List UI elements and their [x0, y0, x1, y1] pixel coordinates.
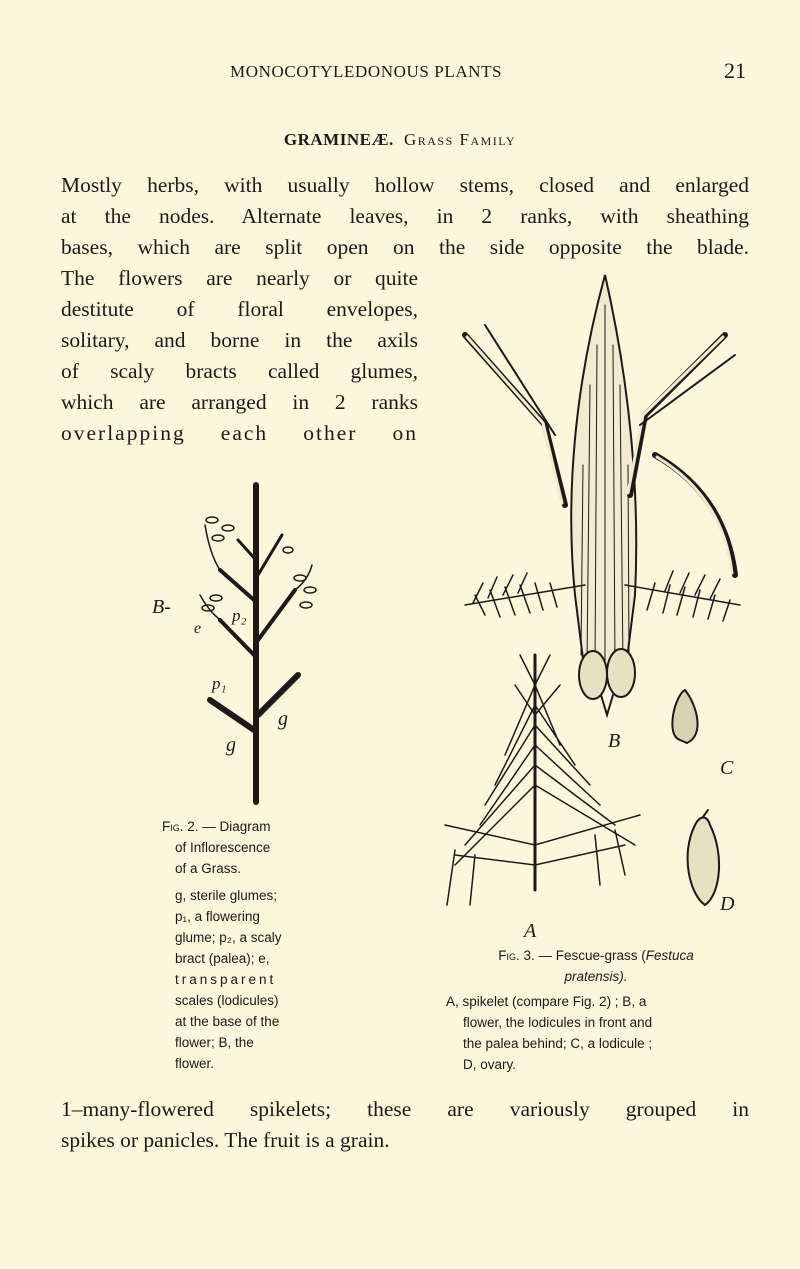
fig3-label-c: C — [720, 757, 734, 779]
wrapped-line: destitute of floral envelopes, — [61, 297, 418, 321]
fig3-fescue-illustration — [425, 265, 760, 945]
fig2-caption-title: of Inflorescence — [175, 840, 271, 855]
fig2-caption-line: transparent — [175, 972, 277, 987]
fig3-caption-title: — Fescue-grass ( — [538, 948, 646, 963]
running-title: MONOCOTYLEDONOUS PLANTS — [230, 62, 503, 81]
fig3-caption-line: D, ovary. — [463, 1057, 517, 1072]
fig2-caption-title: of a Grass. — [175, 861, 242, 876]
fig2-label-g-left: g — [226, 734, 236, 756]
running-head — [60, 58, 750, 88]
closing-line: spikes or panicles. The fruit is a grain. — [61, 1128, 390, 1152]
fig3-caption-genus: Festuca — [645, 948, 694, 963]
fig2-label-p1: p₁ — [212, 674, 227, 693]
intro-line: at the nodes. Alternate leaves, in 2 ranks, with sheathing — [61, 204, 749, 228]
page-number: 21 — [724, 58, 746, 83]
fig3-caption-line: A, spikelet (compare Fig. 2) ; B, a — [446, 994, 647, 1009]
fig3-caption — [446, 945, 746, 1075]
fig2-label-g-right: g — [278, 708, 288, 730]
fig2-inflorescence-diagram — [150, 480, 350, 810]
fig2-label-p2: p₂ — [232, 606, 247, 625]
wrapped-line: which are arranged in 2 ranks — [61, 390, 418, 414]
wrapped-line: overlapping each other on — [61, 421, 418, 445]
family-name: GRAMINEÆ. — [283, 130, 394, 149]
fig2-caption-line: g, sterile glumes; — [175, 888, 278, 903]
fig2-caption-line: flower. — [175, 1056, 215, 1071]
intro-line: bases, which are split open on the side opposite the blade. — [61, 235, 749, 259]
wrapped-line: of scaly bracts called glumes, — [61, 359, 418, 383]
fig2-caption — [162, 816, 323, 1074]
fig3-label-a: A — [524, 920, 537, 942]
fig2-caption-line: p₁, a flowering — [175, 909, 260, 924]
section-heading — [0, 130, 800, 150]
fig2-caption-label: Fig. 2. — [162, 819, 199, 834]
fig3-label-d: D — [720, 893, 735, 915]
fig3-caption-label: Fig. 3. — [498, 948, 535, 963]
fig2-label-e: e — [194, 620, 202, 637]
closing-line: 1–many-flowered spikelets; these are variously grouped in — [61, 1097, 749, 1121]
wrapped-line: The flowers are nearly or quite — [61, 266, 418, 290]
fig3-caption-line: the palea behind; C, a lodicule ; — [463, 1036, 653, 1051]
fig3-caption-line: flower, the lodicules in front and — [463, 1015, 653, 1030]
fig2-caption-title: — Diagram — [202, 819, 271, 834]
wrapped-line: solitary, and borne in the axils — [61, 328, 418, 352]
fig3-ovary-d — [688, 818, 719, 906]
intro-line: Mostly herbs, with usually hollow stems, closed and enlarged — [61, 173, 749, 197]
fig3-caption-species: pratensis). — [564, 969, 628, 984]
fig2-label-b: B- — [152, 596, 171, 618]
fig2-caption-line: scales (lodicules) — [175, 993, 279, 1008]
fig3-label-b: B — [608, 730, 621, 752]
fig2-caption-line: glume; p₂, a scaly — [175, 930, 282, 945]
fig2-caption-line: at the base of the — [175, 1014, 280, 1029]
fig3-lodicule-c — [672, 690, 697, 743]
fig2-caption-line: flower; B, the — [175, 1035, 254, 1050]
family-common-name: Grass Family — [403, 130, 517, 149]
fig2-caption-line: bract (palea); e, — [175, 951, 270, 966]
